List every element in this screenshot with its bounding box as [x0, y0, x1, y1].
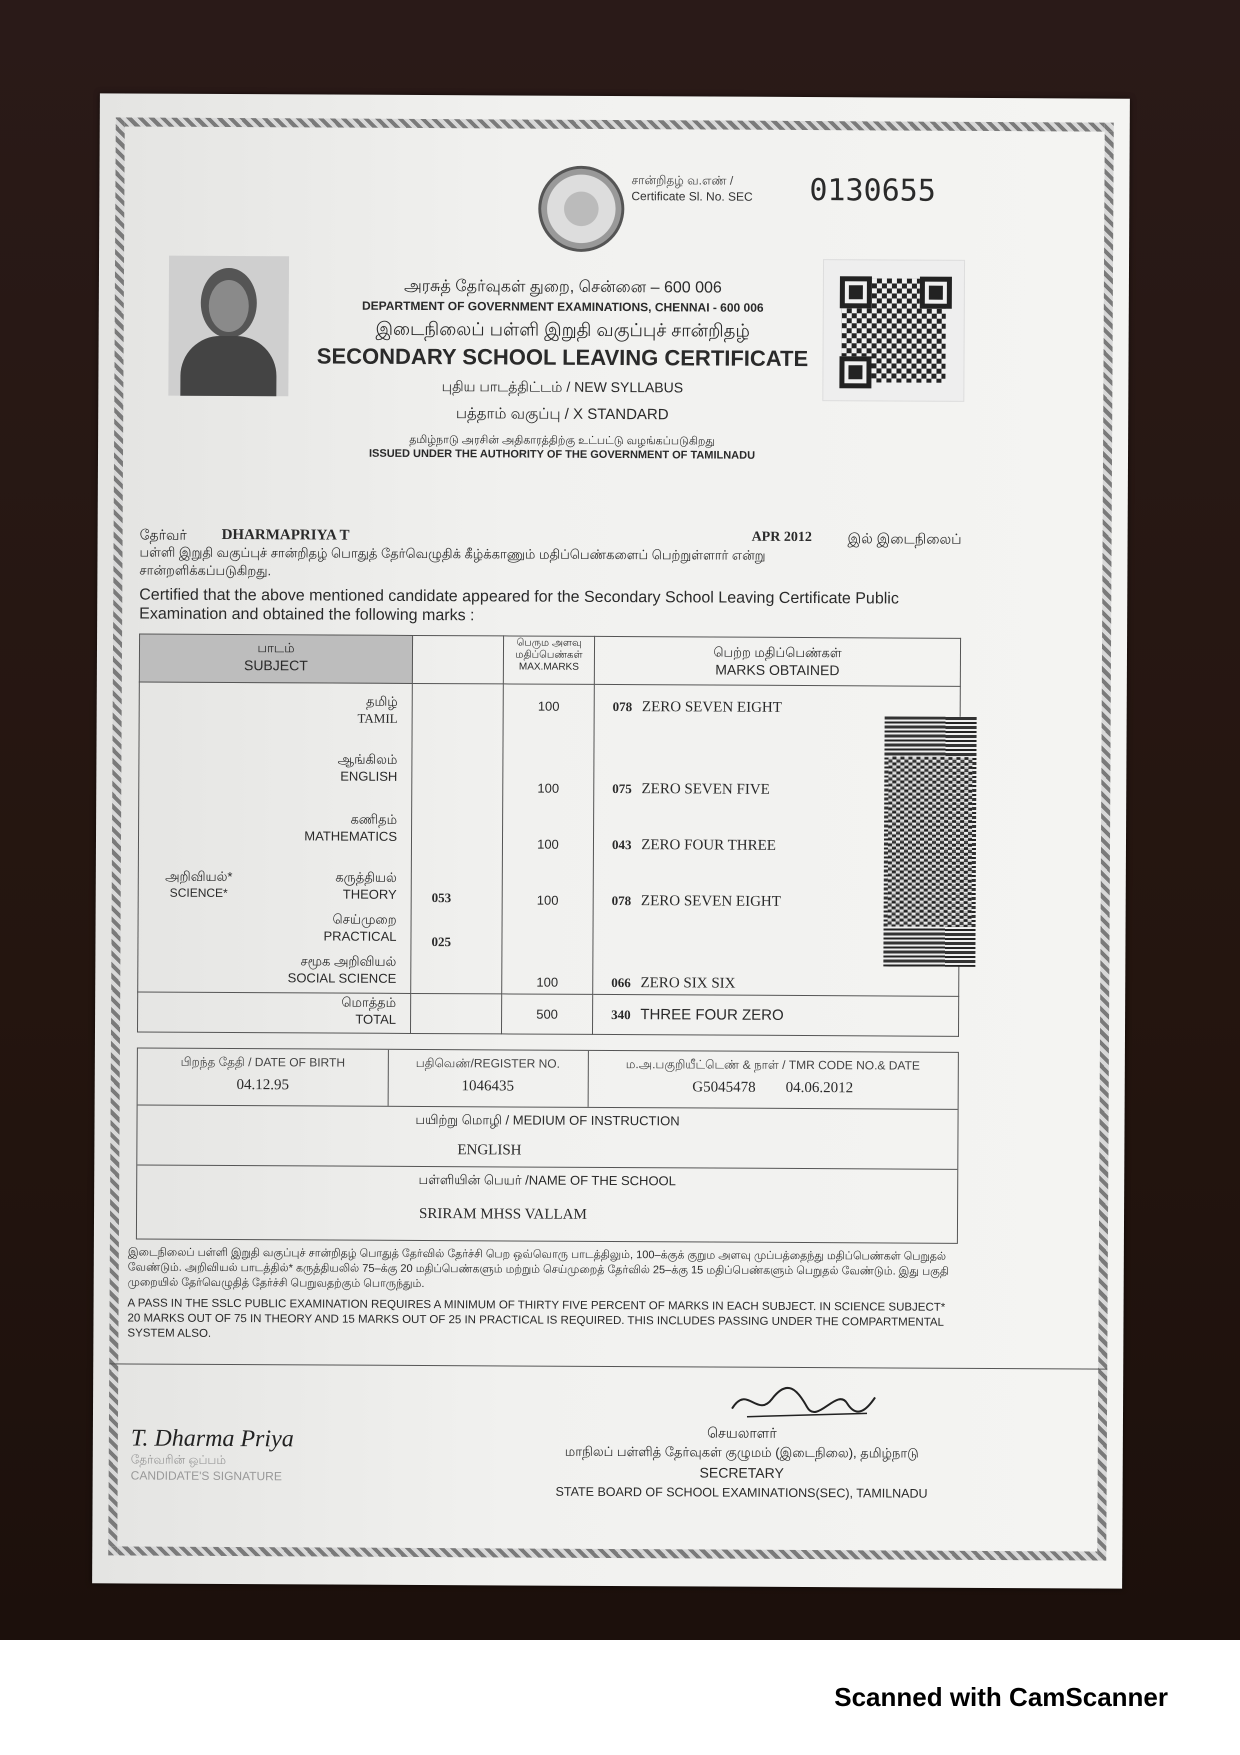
tmr-block [588, 1057, 958, 1098]
obtained-tamil-num: 078 [612, 699, 633, 715]
max-english: 100 [537, 780, 560, 796]
subject-practical-ta: செய்முறை [332, 911, 397, 927]
secretary-ta: செயலாளர் [707, 1424, 777, 1441]
candidate-photo [168, 256, 289, 397]
dept-title-ta: அரசுத் தேர்வுகள் துறை, சென்னை – 600 006 [403, 277, 722, 297]
total-num: 340 [611, 1007, 631, 1023]
standard: பத்தாம் வகுப்பு / X STANDARD [455, 405, 669, 424]
secretary-block [517, 1422, 967, 1504]
subject-tamil-ta: தமிழ் [365, 693, 398, 709]
table-header-row [139, 634, 960, 686]
serial-number: 0130655 [809, 173, 936, 209]
marks-table [137, 634, 961, 1037]
subject-names-cell [138, 682, 413, 993]
obtained-tamil-words: ZERO SEVEN EIGHT [641, 699, 782, 716]
certification-paragraph [139, 526, 962, 628]
obtained-science-num: 078 [611, 893, 632, 909]
secretary-en: SECRETARY [699, 1464, 784, 1481]
authority-en: ISSUED UNDER THE AUTHORITY OF THE GOVERNMENT OF TAMILNADU [368, 447, 756, 462]
theory-sub-mark: 053 [431, 890, 452, 906]
secretary-signature-icon [727, 1379, 877, 1426]
max-maths: 100 [537, 836, 559, 852]
para-ta-3: சான்றளிக்கப்படுகிறது. [139, 562, 272, 579]
subject-tamil-en: TAMIL [357, 710, 398, 726]
max-science: 100 [536, 892, 559, 908]
register-block [388, 1056, 588, 1096]
para-ta-2: பள்ளி இறுதி வகுப்புச் சான்றிதழ் பொதுத் தேர்வெழுதிக் கீழ்க்காணும் மதிப்பெண்களைப் பெற்றுள்ளார் என்று [139, 544, 766, 563]
obtained-marks-cell [593, 684, 961, 996]
tmr-label: ம.அ.பகுறியீட்டெண் & நாள் / TMR CODE NO.& DATE [625, 1057, 920, 1073]
details-box [136, 1048, 959, 1244]
para-en: Certified that the above mentioned candidate appeared for the Secondary School Leaving Certificate Public Examination and obtained the following marks : [139, 586, 899, 625]
candidate-label: தேர்வர் [139, 526, 187, 543]
certificate-title-ta: இடைநிலைப் பள்ளி இறுதி வகுப்புச் சான்றிதழ் [375, 318, 750, 341]
candidate-signature-block [131, 1425, 294, 1483]
header-subject [139, 634, 412, 683]
school-label: பள்ளியின் பெயர் /NAME OF THE SCHOOL [418, 1171, 676, 1189]
candidate-signature: T. Dharma Priya [130, 1425, 294, 1453]
obtained-english [612, 781, 872, 799]
subject-maths-ta: கணிதம் [350, 811, 398, 827]
subject-social-ta: சமூக அறிவியல் [300, 953, 397, 969]
header-obtained-ta: பெற்ற மதிப்பெண்கள் [713, 644, 842, 661]
serial-no-label: சான்றிதழ் வ.எண் / Certificate Sl. No. SEC [631, 173, 753, 204]
certificate-content [126, 135, 1095, 1542]
obtained-maths [612, 837, 872, 855]
candidate-sig-label-ta: தேர்வரின் ஒப்பம் [130, 1452, 227, 1467]
practical-sub-mark: 025 [431, 934, 452, 950]
candidate-name: DHARMAPRIYA T [221, 526, 350, 544]
subjects-body [138, 682, 961, 996]
max-tamil: 100 [537, 698, 560, 714]
header-subject-en: SUBJECT [243, 657, 308, 674]
authority-ta: தமிழ்நாடு அரசின் அதிகாரத்திற்கு உட்பட்டு வழங்கப்படுகிறது [409, 433, 715, 448]
total-label-cell [137, 992, 410, 1033]
tmr-code: G5045478 [692, 1079, 756, 1096]
subject-social-en: SOCIAL SCIENCE [287, 970, 397, 986]
certificate-paper [92, 93, 1130, 1588]
pass-note-ta: இடைநிலைப் பள்ளி இறுதி வகுப்புச் சான்றிதழ் பொதுத் தேர்வில் தேர்ச்சி பெற ஒவ்வொரு பாடத்திலும், 100–க்குக் குறும அளவு முப்பத்தைந்து மதிப்பெண்கள் பெறுதல் வேண்டும். அறிவியல் பாடத்தில்* கருத்தியலில் 75–க்கு 20 மதிப்பெண்களும் மற்றும் செய்முறைத் தேர்வில் 25–க்கு 15 மதிப்பெண்களும் பெறுதல் வேண்டும். இது பகுதி முறையில் தேர்வெழுதித் தேர்ச்சி பெறுவதற்கும் பொருந்தும். [127, 1246, 949, 1291]
medium-value: ENGLISH [457, 1142, 522, 1159]
certificate-title-en: SECONDARY SCHOOL LEAVING CERTIFICATE [316, 343, 809, 372]
header-max-ta: பெரும அளவு மதிப்பெண்கள் [515, 637, 583, 661]
exam-session: APR 2012 [751, 529, 812, 546]
syllabus: புதிய பாடத்திட்டம் / NEW SYLLABUS [441, 378, 684, 396]
header-subject-ta: பாடம் [257, 640, 295, 656]
obtained-english-num: 075 [612, 781, 632, 797]
subject-science-en: SCIENCE* [169, 885, 228, 900]
tamilnadu-emblem-icon [538, 166, 624, 252]
total-blank [410, 993, 501, 1033]
obtained-science [612, 893, 872, 911]
board-en: STATE BOARD OF SCHOOL EXAMINATIONS(SEC), TAMILNADU [555, 1484, 928, 1501]
header-max-en: MAX.MARKS [518, 661, 579, 673]
obtained-social-num: 066 [611, 975, 631, 991]
subject-theory-en: THEORY [342, 886, 397, 902]
barcode [883, 716, 976, 966]
total-row [137, 992, 958, 1036]
school-value: SRIRAM MHSS VALLAM [419, 1206, 587, 1223]
obtained-maths-words: ZERO FOUR THREE [641, 837, 777, 854]
obtained-tamil [613, 699, 873, 717]
tmr-value [588, 1079, 958, 1098]
header-obtained [594, 636, 960, 686]
subject-english-en: ENGLISH [340, 768, 398, 784]
obtained-science-words: ZERO SEVEN EIGHT [640, 893, 781, 910]
total-obtained [592, 994, 958, 1036]
pass-note-en: A PASS IN THE SSLC PUBLIC EXAMINATION REQUIRES A MINIMUM OF THIRTY FIVE PERCENT OF MARKS IN EACH SUBJECT. IN SCIENCE SUBJECT* 20 MARKS OUT OF 75 IN THEORY AND 15 MARKS OUT OF 25 IN PRACTICAL IS REQUIRED. THIS INCLUDES PASSING UNDER THE COMPARTMENTAL SYSTEM ALSO. [127, 1297, 946, 1340]
max-social: 100 [536, 974, 559, 990]
qr-code [822, 259, 965, 402]
obtained-social-words: ZERO SIX SIX [640, 975, 736, 992]
subject-theory-ta: கருத்தியல் [335, 869, 397, 885]
subject-english-ta: ஆங்கிலம் [337, 751, 398, 767]
camscanner-watermark: Scanned with CamScanner [834, 1682, 1168, 1712]
header-blank [412, 635, 503, 683]
obtained-english-words: ZERO SEVEN FIVE [641, 781, 770, 798]
total-en: TOTAL [355, 1011, 397, 1027]
para-ta-1: இல் இடைநிலைப் [847, 530, 962, 547]
register-value: 1046435 [461, 1078, 515, 1095]
science-sub-marks-cell [411, 683, 504, 993]
header-max [503, 636, 594, 684]
pass-notes [127, 1245, 959, 1345]
candidate-sig-label-en: CANDIDATE'S SIGNATURE [130, 1468, 282, 1484]
subject-maths-en: MATHEMATICS [304, 828, 398, 844]
obtained-social [611, 975, 871, 993]
medium-label: பயிற்று மொழி / MEDIUM OF INSTRUCTION [415, 1111, 680, 1129]
dept-title-en: DEPARTMENT OF GOVERNMENT EXAMINATIONS, CHENNAI - 600 006 [361, 298, 764, 315]
dob-block [138, 1055, 388, 1095]
dob-label: பிறந்த தேதி / DATE OF BIRTH [180, 1054, 346, 1070]
obtained-maths-num: 043 [611, 837, 632, 853]
subject-practical-en: PRACTICAL [323, 928, 397, 944]
subject-science-ta: அறிவியல்* [165, 868, 233, 885]
tmr-date: 04.06.2012 [785, 1079, 854, 1097]
board-ta: மாநிலப் பள்ளித் தேர்வுகள் குழுமம் (இடைநிலை), தமிழ்நாடு [564, 1443, 919, 1461]
dob-value: 04.12.95 [236, 1077, 290, 1094]
header-obtained-en: MARKS OBTAINED [715, 661, 840, 679]
total-ta: மொத்தம் [341, 994, 397, 1010]
total-words: THREE FOUR ZERO [640, 1006, 784, 1024]
max-marks-cell [502, 684, 595, 994]
total-max: 500 [501, 994, 592, 1034]
register-label: பதிவெண்/REGISTER NO. [415, 1055, 560, 1071]
